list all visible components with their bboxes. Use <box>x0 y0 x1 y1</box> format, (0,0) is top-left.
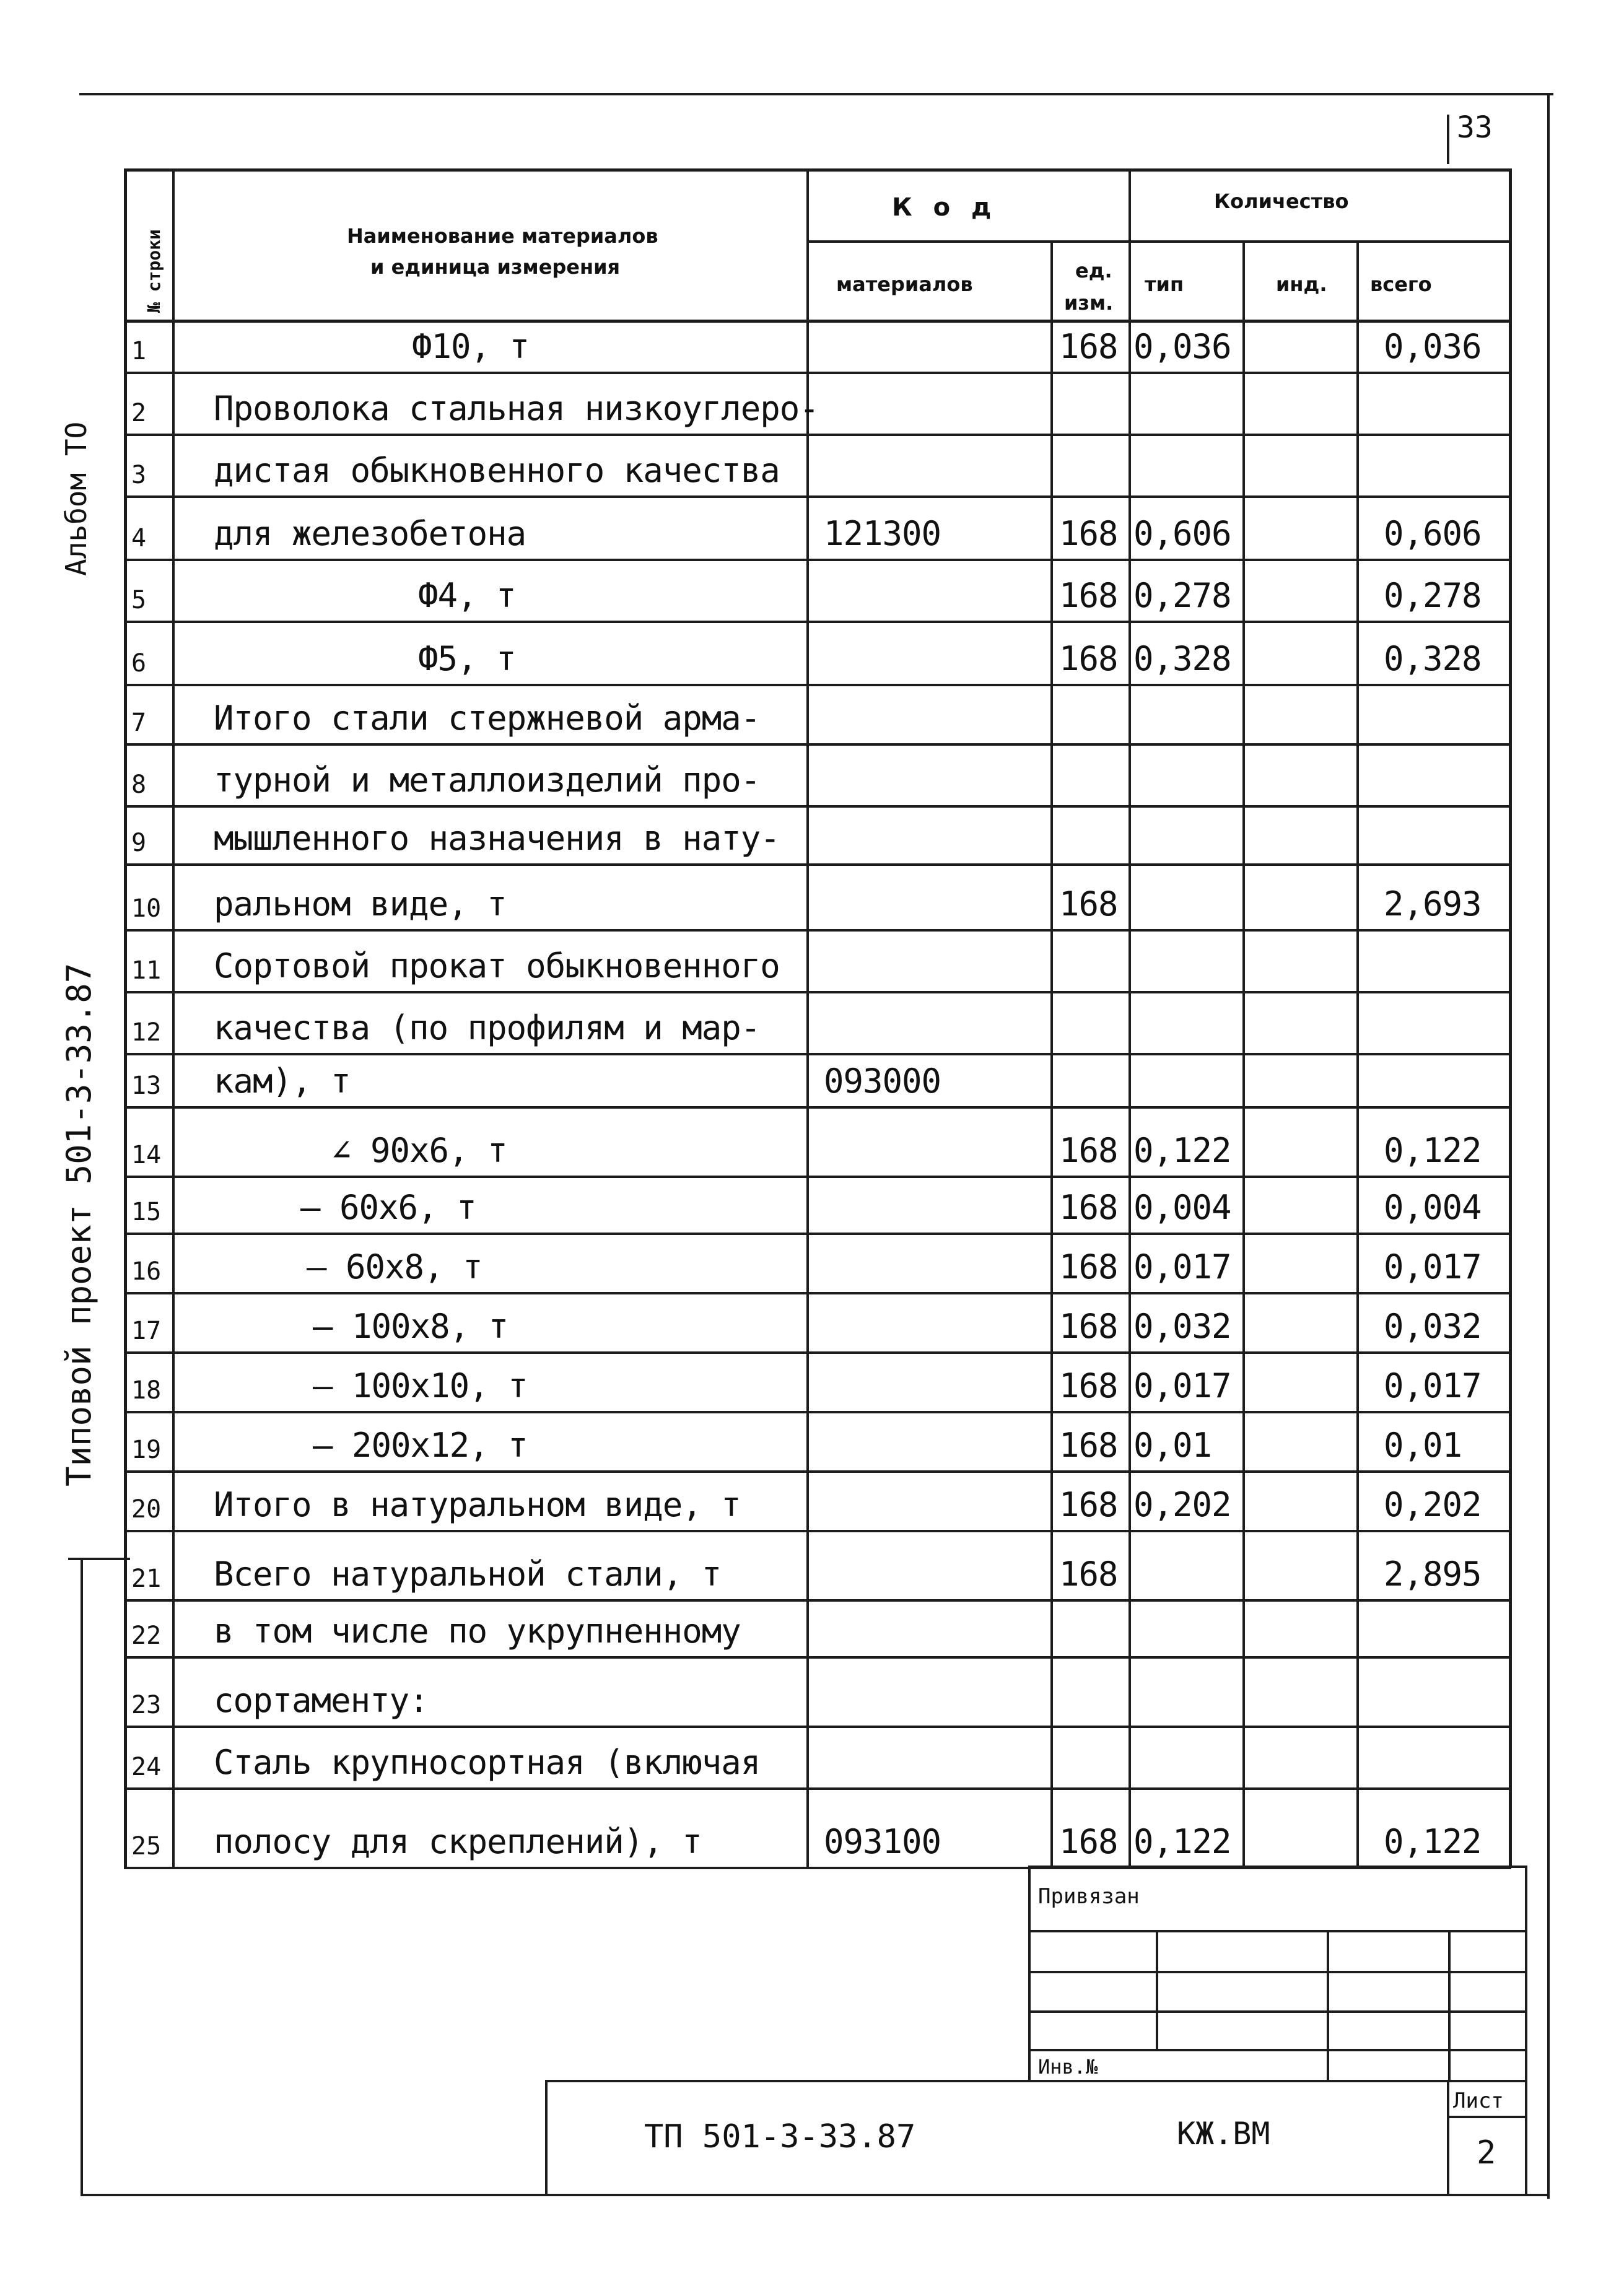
qty-type: 0,122 <box>1133 1131 1231 1170</box>
material-name: в том числе по укрупненному <box>214 1612 741 1651</box>
stamp-h3 <box>1028 2010 1527 2013</box>
stamp-h1 <box>1028 1930 1527 1932</box>
stamp-right <box>1525 1866 1527 2194</box>
header-quantity: Количество <box>1214 190 1349 213</box>
header-code-materials: материалов <box>836 273 973 296</box>
header-name-line1: Наименование материалов <box>347 224 658 248</box>
row-divider <box>124 434 1511 436</box>
row-divider <box>124 743 1511 746</box>
unit-code: 168 <box>1059 1247 1118 1286</box>
binding-bottom <box>81 2194 1548 2196</box>
material-code: 093100 <box>824 1822 941 1861</box>
qty-type: 0,017 <box>1133 1366 1231 1405</box>
unit-code: 168 <box>1059 1555 1118 1594</box>
row-number: 10 <box>131 894 162 923</box>
material-name: качества (по профилям и мар- <box>214 1008 761 1047</box>
row-divider <box>124 1292 1511 1294</box>
qty-total: 0,278 <box>1384 576 1482 615</box>
qty-total: 0,032 <box>1384 1307 1482 1346</box>
binding-line <box>81 1558 83 2196</box>
qty-total: 0,004 <box>1384 1188 1482 1227</box>
page-number: 33 <box>1457 110 1493 145</box>
album-label: Альбом ТО <box>59 421 93 576</box>
unit-code: 168 <box>1059 1188 1118 1227</box>
row-number: 25 <box>131 1832 162 1861</box>
material-name: Сталь крупносортная (включая <box>214 1743 761 1782</box>
material-name: Ф4, т <box>418 576 516 615</box>
material-name: Ф5, т <box>418 639 516 678</box>
material-name: ральном виде, т <box>214 884 507 923</box>
table-top <box>124 168 1511 172</box>
header-row-no: № строки <box>144 229 164 313</box>
row-divider <box>124 1106 1511 1109</box>
header-mid <box>806 240 1511 243</box>
unit-code: 168 <box>1059 576 1118 615</box>
qty-type: 0,032 <box>1133 1307 1231 1346</box>
material-name: – 100х10, т <box>313 1366 528 1405</box>
unit-code: 168 <box>1059 514 1118 553</box>
stamp-h2 <box>1028 1971 1527 1973</box>
row-divider <box>124 684 1511 686</box>
qty-type: 0,01 <box>1133 1426 1212 1465</box>
row-divider <box>124 991 1511 993</box>
material-code: 093000 <box>824 1062 941 1101</box>
row-divider <box>124 621 1511 623</box>
material-name: Сортовой прокат обыкновенного <box>214 946 780 985</box>
project-label: Типовой проект 501-3-33.87 <box>59 962 98 1486</box>
row-number: 13 <box>131 1071 162 1100</box>
row-divider <box>124 1351 1511 1354</box>
unit-code: 168 <box>1059 884 1118 923</box>
material-name: Итого в натуральном виде, т <box>214 1485 741 1524</box>
row-divider <box>124 495 1511 498</box>
row-divider <box>124 805 1511 808</box>
row-number: 19 <box>131 1436 162 1464</box>
col-line-0 <box>124 168 127 1867</box>
qty-type: 0,122 <box>1133 1822 1231 1861</box>
material-name: ∠ 90х6, т <box>331 1131 507 1170</box>
material-name: Проволока стальная низкоуглеро- <box>214 389 819 428</box>
row-number: 22 <box>131 1621 162 1650</box>
row-number: 16 <box>131 1257 162 1286</box>
material-name: турной и металлоизделий про- <box>214 761 761 800</box>
material-code: 121300 <box>824 514 941 553</box>
unit-code: 168 <box>1059 1426 1118 1465</box>
col-line-1 <box>172 168 175 1867</box>
row-number: 9 <box>131 829 147 857</box>
top-rule <box>79 93 1553 95</box>
row-number: 11 <box>131 956 162 985</box>
qty-total: 0,017 <box>1384 1366 1482 1405</box>
material-name: – 100х8, т <box>313 1307 509 1346</box>
row-number: 15 <box>131 1198 162 1226</box>
material-name: Итого стали стержневой арма- <box>214 699 761 738</box>
row-number: 21 <box>131 1564 162 1593</box>
page-number-divider <box>1447 115 1449 164</box>
row-number: 5 <box>131 586 147 614</box>
qty-total: 0,122 <box>1384 1131 1482 1170</box>
qty-type: 0,278 <box>1133 576 1231 615</box>
main-stamp-left <box>545 2080 548 2195</box>
binding-tick <box>68 1558 130 1560</box>
header-code: К о д <box>892 193 998 222</box>
row-divider <box>124 1787 1511 1790</box>
row-number: 24 <box>131 1753 162 1781</box>
row-divider <box>124 1470 1511 1473</box>
row-number: 1 <box>131 337 147 365</box>
row-divider <box>124 1176 1511 1178</box>
material-name: – 60х8, т <box>307 1247 482 1286</box>
qty-type: 0,328 <box>1133 639 1231 678</box>
sheet-label: Лист <box>1453 2088 1504 2113</box>
row-number: 14 <box>131 1141 162 1169</box>
col-line-4 <box>1129 168 1131 1867</box>
qty-total: 2,693 <box>1384 884 1482 923</box>
unit-code: 168 <box>1059 1307 1118 1346</box>
qty-type: 0,606 <box>1133 514 1231 553</box>
row-number: 20 <box>131 1495 162 1524</box>
row-number: 23 <box>131 1691 162 1719</box>
material-name: сортаменту: <box>214 1681 429 1720</box>
unit-code: 168 <box>1059 1131 1118 1170</box>
qty-total: 0,328 <box>1384 639 1482 678</box>
header-bottom <box>124 320 1511 323</box>
unit-code: 168 <box>1059 1485 1118 1524</box>
sheet-box-mid <box>1447 2116 1527 2118</box>
qty-total: 0,202 <box>1384 1485 1482 1524</box>
material-name: кам), т <box>214 1062 351 1101</box>
doc-code: ТП 501-3-33.87 <box>644 2118 916 2155</box>
stamp-top <box>1028 1866 1527 1868</box>
row-divider <box>124 1530 1511 1532</box>
row-divider <box>124 1726 1511 1728</box>
unit-code: 168 <box>1059 639 1118 678</box>
row-divider <box>124 1053 1511 1055</box>
header-code-unit-2: изм. <box>1064 291 1114 315</box>
sheet-box-left <box>1447 2080 1449 2195</box>
row-number: 2 <box>131 399 147 427</box>
header-qty-ind: инд. <box>1276 273 1327 296</box>
qty-type: 0,017 <box>1133 1247 1231 1286</box>
row-number: 6 <box>131 649 147 678</box>
row-number: 12 <box>131 1018 162 1047</box>
header-qty-type: тип <box>1145 273 1184 296</box>
row-divider <box>124 1656 1511 1659</box>
qty-type: 0,036 <box>1133 327 1231 366</box>
row-divider <box>124 372 1511 374</box>
material-name: полосу для скреплений), т <box>214 1822 702 1861</box>
doc-mark: КЖ.ВМ <box>1177 2116 1270 2152</box>
sheet-number: 2 <box>1477 2134 1496 2171</box>
main-stamp-top <box>545 2080 1527 2082</box>
header-name-line2: и единица измерения <box>370 255 621 279</box>
right-outer-rule <box>1547 93 1550 2199</box>
row-number: 17 <box>131 1317 162 1345</box>
row-number: 7 <box>131 709 147 737</box>
row-number: 4 <box>131 524 147 552</box>
stamp-bound-label: Привязан <box>1038 1884 1140 1909</box>
material-name: Всего натуральной стали, т <box>214 1555 722 1594</box>
row-divider <box>124 929 1511 932</box>
qty-type: 0,004 <box>1133 1188 1231 1227</box>
material-name: – 200х12, т <box>313 1426 528 1465</box>
qty-total: 0,122 <box>1384 1822 1482 1861</box>
unit-code: 168 <box>1059 1822 1118 1861</box>
qty-total: 0,01 <box>1384 1426 1462 1465</box>
row-divider <box>124 863 1511 866</box>
material-name: дистая обыкновенного качества <box>214 451 780 490</box>
row-divider <box>124 559 1511 561</box>
row-divider <box>124 1411 1511 1413</box>
stamp-v1 <box>1156 1930 1158 2050</box>
stamp-v3 <box>1448 1930 1451 2082</box>
material-name: для железобетона <box>214 514 526 553</box>
header-qty-total: всего <box>1370 273 1432 296</box>
stamp-v2 <box>1327 1930 1329 2082</box>
row-divider <box>124 1233 1511 1235</box>
row-number: 18 <box>131 1376 162 1405</box>
qty-total: 0,036 <box>1384 327 1482 366</box>
row-number: 3 <box>131 461 147 489</box>
unit-code: 168 <box>1059 327 1118 366</box>
qty-total: 0,606 <box>1384 514 1482 553</box>
stamp-inv-label: Инв.№ <box>1038 2055 1098 2079</box>
material-name: – 60х6, т <box>300 1188 476 1227</box>
qty-total: 2,895 <box>1384 1555 1482 1594</box>
qty-type: 0,202 <box>1133 1485 1231 1524</box>
row-divider <box>124 1599 1511 1602</box>
stamp-h4 <box>1028 2049 1527 2051</box>
qty-total: 0,017 <box>1384 1247 1482 1286</box>
header-code-unit-1: ед. <box>1075 259 1112 282</box>
unit-code: 168 <box>1059 1366 1118 1405</box>
material-name: Ф10, т <box>412 327 530 366</box>
material-name: мышленного назначения в нату- <box>214 819 780 858</box>
row-number: 8 <box>131 770 147 799</box>
col-line-7 <box>1509 168 1512 1867</box>
